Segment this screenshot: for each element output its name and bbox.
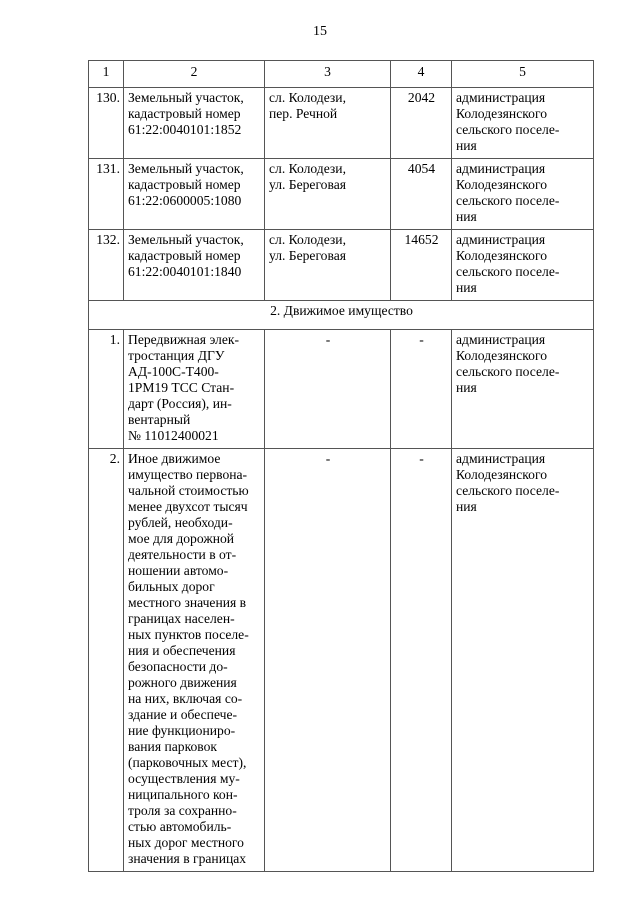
object-name-line: мое для дорожной xyxy=(128,531,235,546)
holder-line: Колодезянского xyxy=(456,467,547,482)
object-name-line: осуществления му- xyxy=(128,771,240,786)
object-name-cell xyxy=(124,330,265,449)
object-name-line: здание и обеспече- xyxy=(128,707,238,722)
object-name-line: кадастровый номер xyxy=(128,177,241,192)
table-row xyxy=(89,330,594,449)
holder-line: администрация xyxy=(456,451,546,466)
section-title: 2. Движимое имущество xyxy=(89,301,594,330)
holder-cell xyxy=(452,330,594,449)
holder-line: сельского поселе- xyxy=(456,364,560,379)
object-name-cell xyxy=(124,88,265,159)
object-name-line: Земельный участок, xyxy=(128,161,244,176)
row-number-cell: 1. xyxy=(89,330,124,449)
object-name-line: ниципального кон- xyxy=(128,787,238,802)
object-name-line: ных пунктов поселе- xyxy=(128,627,249,642)
object-name-line: чальной стоимостью xyxy=(128,483,249,498)
header-row xyxy=(89,61,594,88)
object-name-line: границах населен- xyxy=(128,611,235,626)
address-line: сл. Колодези, xyxy=(269,161,346,176)
object-name-line: значения в границах xyxy=(128,851,247,866)
holder-line: сельского поселе- xyxy=(456,193,560,208)
object-name-line: на них, включая со- xyxy=(128,691,243,706)
address-cell xyxy=(265,230,391,301)
object-name-line: Земельный участок, xyxy=(128,90,244,105)
object-name-line: вания парковок xyxy=(128,739,218,754)
holder-line: сельского поселе- xyxy=(456,122,560,137)
object-name-line: имущество первона- xyxy=(128,467,248,482)
holder-line: ния xyxy=(456,280,477,295)
object-name-line: вентарный xyxy=(128,412,191,427)
holder-line: ния xyxy=(456,138,477,153)
area-cell: - xyxy=(391,330,452,449)
object-name-line: кадастровый номер xyxy=(128,248,241,263)
holder-line: ния xyxy=(456,499,477,514)
object-name-cell xyxy=(124,449,265,872)
area-cell: 4054 xyxy=(391,159,452,230)
object-name-cell xyxy=(124,230,265,301)
holder-line: Колодезянского xyxy=(456,248,547,263)
object-name-line: стью автомобиль- xyxy=(128,819,232,834)
table-row xyxy=(89,230,594,301)
header-cell-5: 5 xyxy=(452,61,594,88)
area-cell: 2042 xyxy=(391,88,452,159)
holder-cell xyxy=(452,449,594,872)
object-name-line: троля за сохранно- xyxy=(128,803,237,818)
object-name-line: дарт (Россия), ин- xyxy=(128,396,232,411)
header-cell-1: 1 xyxy=(89,61,124,88)
object-name-line: 61:22:0600005:1080 xyxy=(128,193,242,208)
address-cell xyxy=(265,88,391,159)
object-name-line: 61:22:0040101:1852 xyxy=(128,122,242,137)
object-name-line: рублей, необходи- xyxy=(128,515,233,530)
header-cell-2: 2 xyxy=(124,61,265,88)
section-row xyxy=(89,301,594,330)
address-line: сл. Колодези, xyxy=(269,90,346,105)
holder-line: сельского поселе- xyxy=(456,264,560,279)
table-row xyxy=(89,88,594,159)
object-name-line: местного значения в xyxy=(128,595,247,610)
row-number-cell: 132. xyxy=(89,230,124,301)
object-name-line: Земельный участок, xyxy=(128,232,244,247)
object-name-line: № 11012400021 xyxy=(128,428,219,443)
object-name-cell xyxy=(124,159,265,230)
object-name-line: менее двухсот тысяч xyxy=(128,499,248,514)
holder-line: ния xyxy=(456,209,477,224)
object-name-line: ношении автомо- xyxy=(128,563,229,578)
area-cell: 14652 xyxy=(391,230,452,301)
holder-line: администрация xyxy=(456,332,546,347)
page-number: 15 xyxy=(313,24,327,39)
object-name-line: 1РМ19 ТСС Стан- xyxy=(128,380,235,395)
address-line: сл. Колодези, xyxy=(269,232,346,247)
holder-line: администрация xyxy=(456,232,546,247)
row-number-cell: 130. xyxy=(89,88,124,159)
holder-cell xyxy=(452,159,594,230)
object-name-line: безопасности до- xyxy=(128,659,228,674)
area-cell: - xyxy=(391,449,452,872)
holder-cell xyxy=(452,88,594,159)
object-name-line: кадастровый номер xyxy=(128,106,241,121)
object-name-line: (парковочных мест), xyxy=(128,755,247,770)
address-line: ул. Береговая xyxy=(269,177,347,192)
object-name-line: Иное движимое xyxy=(128,451,221,466)
object-name-line: ния и обеспечения xyxy=(128,643,236,658)
address-cell: - xyxy=(265,330,391,449)
object-name-line: деятельности в от- xyxy=(128,547,237,562)
row-number-cell: 2. xyxy=(89,449,124,872)
object-name-line: АД-100С-Т400- xyxy=(128,364,219,379)
address-line: ул. Береговая xyxy=(269,248,347,263)
holder-line: Колодезянского xyxy=(456,106,547,121)
header-cell-3: 3 xyxy=(265,61,391,88)
address-cell: - xyxy=(265,449,391,872)
holder-cell xyxy=(452,230,594,301)
object-name-line: ных дорог местного xyxy=(128,835,244,850)
holder-line: администрация xyxy=(456,90,546,105)
property-registry-table xyxy=(88,60,594,872)
table-row xyxy=(89,449,594,872)
table-row xyxy=(89,159,594,230)
holder-line: Колодезянского xyxy=(456,177,547,192)
holder-line: ния xyxy=(456,380,477,395)
holder-line: администрация xyxy=(456,161,546,176)
object-name-line: бильных дорог xyxy=(128,579,215,594)
object-name-line: 61:22:0040101:1840 xyxy=(128,264,242,279)
object-name-line: тростанция ДГУ xyxy=(128,348,225,363)
object-name-line: рожного движения xyxy=(128,675,237,690)
holder-line: Колодезянского xyxy=(456,348,547,363)
header-cell-4: 4 xyxy=(391,61,452,88)
holder-line: сельского поселе- xyxy=(456,483,560,498)
object-name-line: ние функциониро- xyxy=(128,723,236,738)
row-number-cell: 131. xyxy=(89,159,124,230)
address-cell xyxy=(265,159,391,230)
object-name-line: Передвижная элек- xyxy=(128,332,239,347)
address-line: пер. Речной xyxy=(269,106,338,121)
